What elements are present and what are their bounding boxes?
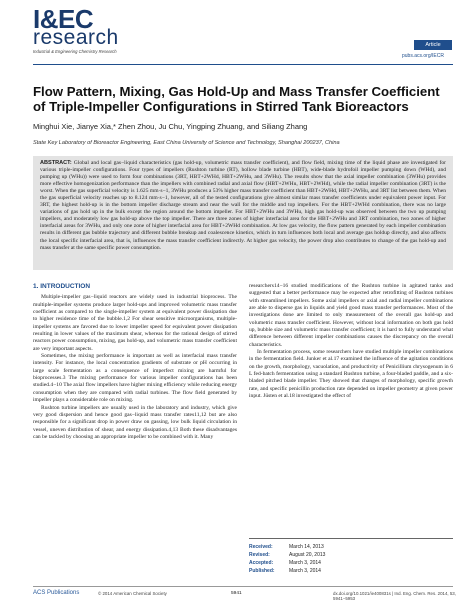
footer-divider (33, 586, 453, 587)
date-published: Published: March 3, 2014 (249, 568, 321, 574)
article-title: Flow Pattern, Mixing, Gas Hold-Up and Mass Transfer Coefficient of Triple-Impeller Configurations in Stirred Tank Bioreactors (33, 84, 440, 114)
paragraph: Multiple-impeller gas−liquid reactors are widely used in industrial bioprocess. The multiple-impeller systems produce larger hold-ups and improved volumetric mass transfer coefficient as compared to the single-impeller system at equivalent power dissipation due to higher residence time of the bubble.1,2 For shear sensitive microorganisms, multiple-impeller systems are favored due to lower impeller speed for equivalent power dissipation resulting in lower values of the maximum shear, whereas for the rational design of stirred reactors power consumption, mixing, gas hold-up, and volumetric mass transfer coefficient are very important aspects. (33, 294, 237, 352)
left-column (33, 283, 237, 441)
publication-dates (249, 543, 325, 575)
paragraph: Rushton turbine impellers are usually used in the laboratory and industry, which give very good dispersion and hence good gas−liquid mass transfer rates11,12 but are also responsible for a significant drop in power draw on gassing, low bulk liquid circulation in vessel, uneven distribution of shear, and energy dissipation.4,13 Both these disadvantages can be tackled by choosing an appropriate impeller to be combined with it. Many (33, 404, 237, 440)
abstract-label: ABSTRACT: (40, 160, 72, 166)
paragraph: researchers14−16 studied modifications of the Rushton turbine in agitated tanks and suggested that a better performance may be expected after retrofitting of Rushton turbines with streamlined impellers. Some axial impellers or axial and radial impeller combinations are able to disperse gas in liquids and yield good mass transfer performances. Most of the investigations done are limited to only measurement of the overall gas hold-up and volumetric mass transfer coefficient. However, without local information on both gas hold up, bubble size and volumetric mass transfer coefficient; it is hard to fully understand what difference between different impeller combinations causes the discrepancy on the overall characteristics. (249, 283, 453, 348)
article-badge: Article (414, 40, 452, 50)
logo-sub-text: research (33, 26, 119, 49)
journal-logo (33, 4, 119, 54)
logo-main-text: I&EC (33, 4, 94, 34)
date-revised: Revised: August 20, 2013 (249, 552, 326, 558)
dates-divider (249, 538, 453, 539)
section-heading-introduction: 1. INTRODUCTION (33, 283, 91, 290)
publisher-logo: ACS Publications (33, 590, 80, 596)
right-column (249, 283, 453, 401)
date-accepted: Accepted: March 3, 2014 (249, 560, 321, 566)
date-received: Received: March 14, 2013 (249, 544, 324, 550)
paragraph: In fermentation process, some researchers have studied multiple impeller combinations in the fermentation field. Junker et al.17 examined the influence of the agitation conditions on the growth, morphology, vacuolation, and productivity of Penicillium chrysogenum in 6 L fed-batch fermentation using a standard Rushton turbine, a four-bladed paddle, and a six-bladed pitched blade impeller. They showed that changes of morphology, specific growth rate, and specific penicillin production rate depended on impeller geometry at given power input. Jüsten et al.18 investigated the effect of (249, 349, 453, 400)
header-divider (33, 64, 453, 65)
copyright-text: © 2014 American Chemical Society (98, 591, 167, 596)
logo-tagline: Industrial & Engineering Chemistry Research (33, 49, 117, 54)
doi-link[interactable]: dx.doi.org/10.1021/ie400831s | Ind. Eng. Chem. Res. 2014, 53, 5941−5953 (333, 591, 456, 601)
affiliation: State Key Laboratory of Bioreactor Engineering, East China University of Science and Technology, Shanghai 200237, China (33, 140, 340, 146)
page-number: 5941 (231, 591, 242, 596)
author-list: Minghui Xie, Jianye Xia,* Zhen Zhou, Ju Chu, Yingping Zhuang, and Siliang Zhang (33, 122, 308, 131)
journal-url-link[interactable]: pubs.acs.org/IECR (402, 53, 444, 59)
abstract-box (33, 156, 453, 270)
abstract-text: Global and local gas−liquid characteristics (gas hold-up, volumetric mass transfer coefficient), and flow field, mixing time of the liquid phase are investigated for various triple-impeller configurations. Four types of impellers (Rushton turbine (RT), hollow blade turbine (HBT), wide-blade hydrofoil impeller pumping down (WHd), and pumping up (WHu)) were used to form four combinations (3RT, HBT+2WHd, HBT+2WHu, and 3WHu). The results show that the axial impeller combination (3WHu) provides more effective homogenization performance than the impellers with combined radial and axial flow (HBT+2WHu, HBT+2WHd), while the radial impeller combination (3RT) is the worst. When the gas superficial velocity is 1.625 mm·s−1, 3WHu produces a 53% higher mass transfer coefficient than HBT+2WHd, HBT+2WHu, and 3RT list between them. When the gas superficial velocity reaches up to 8.124 mm·s−1, however, all of the tested configurations give almost similar mass transfer coefficients under equivalent power input. For 3RT, the highest hold-up is in the bottom impeller discharge stream and near the wall for the middle and top impellers. For the HBT+2WHd combination, there was no large variations of gas hold up in the bulk except the region around the bottom impeller. For HBT+2WHu and 3WHu, high gas hold-up was observed between the two up pumping impellers, and moderately low gas hold-up above the top impeller. There are three zones of higher interfacial area for the HBT+2WHu and 3RT combination, two zones of higher interfacial areas for 3WHu, and only one zone of higher interfacial area for HBT+2WHd combination. At low gas velocity, the flow pattern generated by each impeller combination results in different gas bubble trajectory and different bubble breakup and coalescence kinetics, which in turn influences both local and average gas holdup directly, and also affects the local specific interfacial area, that is, influences the mass transfer coefficient indirectly. At higher gas velocity, the power drop also contributes to change of the gas hold-up and mass transfer at the same specific power consumption. (40, 160, 447, 251)
paragraph: Sometimes, the mixing performance is important as well as interfacial mass transfer intensity. For instance, the local concentration gradients of substrate or pH occurring in large scale fermentation as a consequence of imperfect mixing are harmful for bioprocesses.3 The mixing performance for various impeller configurations has been studied.4−10 The axial flow impellers have higher mixing efficiency while reducing energy consumption when they are compared with radial turbines. The flow field generated by impeller plays a considerable role on mixing. (33, 353, 237, 404)
